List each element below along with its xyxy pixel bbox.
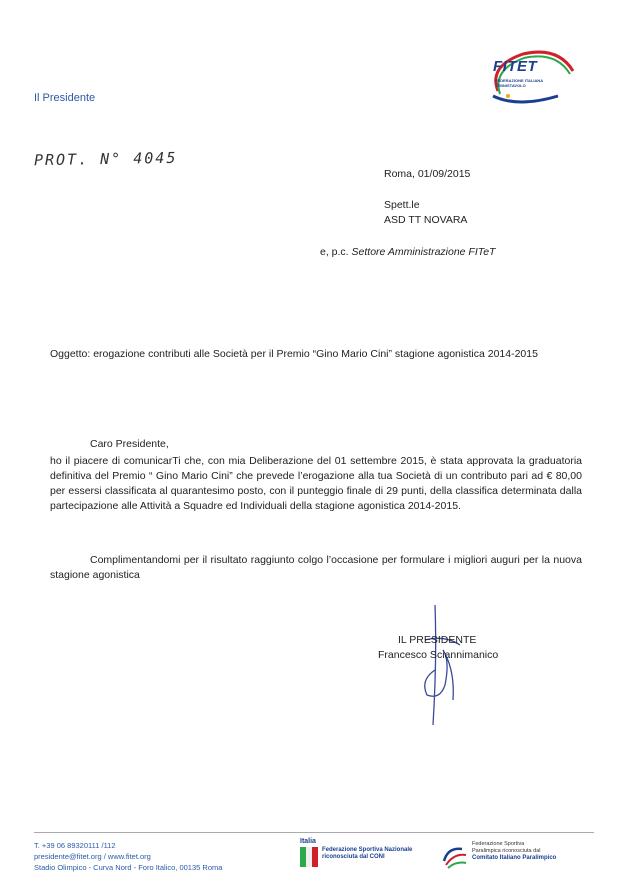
cc-name: Settore Amministrazione FITeT — [351, 246, 496, 258]
cip-text-line2: Paralimpica riconosciuta dal — [472, 848, 541, 854]
footer-address: Stadio Olimpico - Curva Nord - Foro Italico, 00135 Roma — [34, 863, 223, 872]
letter-subject: Oggetto: erogazione contributi alle Società per il Premio “Gino Mario Cini” stagione agonistica 2014-2015 — [50, 348, 538, 360]
header-presidente: Il Presidente — [34, 92, 96, 104]
fitet-logo-text: FITET — [493, 58, 538, 75]
letter-body: ho il piacere di comunicarTi che, con mia Deliberazione del 01 settembre 2015, è stata approvata la graduatoria definitiva del Premio “ Gino Mario Cini” che prevede l’erogazione alla tua Società di un contributo pari ad € 80,00 per essersi classificata al quarantesimo posto, con il punteggio finale di 29 punti, della classifica determinata dalla partecipazione alle Attività a Squadre ed Individuali della stagione agonistica 2014-2015. — [50, 455, 582, 512]
fitet-logo — [478, 46, 578, 106]
coni-label: Italia — [300, 838, 316, 845]
footer-divider — [34, 832, 594, 833]
recipient-line2: ASD TT NOVARA — [384, 214, 468, 226]
coni-text — [322, 847, 412, 861]
letter-date: Roma, 01/09/2015 — [384, 168, 471, 180]
footer-contacts — [34, 840, 222, 873]
cip-text-line1: Federazione Sportiva — [472, 841, 525, 847]
cip-text — [472, 841, 556, 862]
protocol-number: PROT. N° 4045 — [33, 148, 178, 170]
letter-salutation: Caro Presidente, — [90, 438, 169, 450]
coni-flag-icon — [300, 847, 318, 867]
cc-prefix: e, p.c. — [320, 246, 349, 258]
signature-name: Francesco Sciannimanico — [378, 649, 499, 661]
recipient-line1: Spett.le — [384, 199, 420, 211]
coni-text-line2: riconosciuta dal CONI — [322, 854, 385, 860]
fitet-logo-subtitle: FEDERAZIONE ITALIANA TENNISTAVOLO — [495, 78, 543, 88]
letter-closing: Complimentandomi per il risultato raggiunto colgo l’occasione per formulare i migliori auguri per la nuova stagione agonistica — [50, 554, 582, 581]
footer-web: presidente@fitet.org / www.fitet.org — [34, 852, 151, 861]
footer-phone: T. +39 06 89320111 /112 — [34, 841, 116, 850]
handwritten-signature — [415, 600, 475, 730]
coni-text-line1: Federazione Sportiva Nazionale — [322, 847, 413, 853]
cip-logo-icon — [440, 843, 468, 869]
cc-line — [320, 245, 495, 260]
cip-text-line3: Comitato Italiano Paralimpico — [472, 855, 557, 861]
signature-title: IL PRESIDENTE — [398, 634, 477, 646]
